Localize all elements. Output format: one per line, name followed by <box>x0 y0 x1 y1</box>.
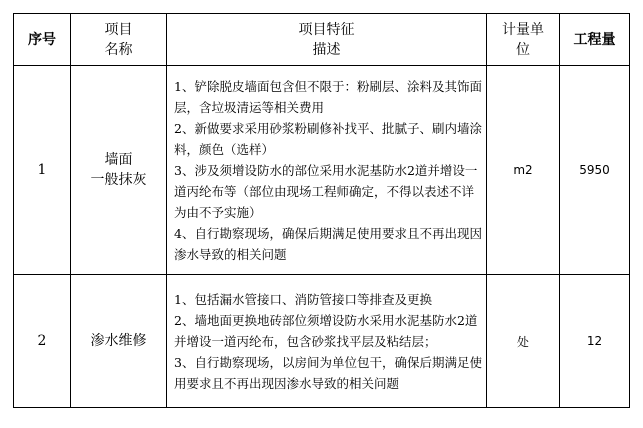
row-item-name <box>71 275 167 408</box>
row-item-name-line1: 墙面 <box>104 152 133 168</box>
row-item-name-line1: 渗水维修 <box>90 333 147 349</box>
header-quantity: 工程量 <box>560 14 630 66</box>
table-row <box>14 66 630 275</box>
row-item-name-line2: 一般抹灰 <box>90 172 147 188</box>
description-line: 1、铲除脱皮墙面包含但不限于：粉刷层、涂料及其饰面层，含垃圾清运等相关费用 <box>174 78 482 115</box>
row-item-name <box>71 66 167 275</box>
row-quantity: 5950 <box>560 66 630 275</box>
table-header-row <box>14 14 630 66</box>
header-item-features <box>167 14 487 66</box>
header-item-name <box>71 14 167 66</box>
description-line: 2、新做要求采用砂浆粉刷修补找平、批腻子、刷内墙涂料，颜色（选样） <box>174 120 482 157</box>
header-unit-line2: 位 <box>516 41 530 58</box>
header-item-name-line2: 名称 <box>104 41 133 58</box>
header-item-features-line1: 项目特征 <box>298 21 355 38</box>
header-seq: 序号 <box>14 14 71 66</box>
table-row <box>14 275 630 408</box>
header-item-features-line2: 描述 <box>312 41 341 58</box>
row-unit: m2 <box>487 66 560 275</box>
header-unit-line1: 计量单 <box>502 21 544 38</box>
row-unit: 处 <box>487 275 560 408</box>
row-seq: 2 <box>14 275 71 408</box>
bill-of-quantities-table <box>13 13 630 408</box>
description-line: 1、包括漏水管接口、消防管接口等排查及更换 <box>174 291 432 307</box>
row-seq: 1 <box>14 66 71 275</box>
description-line: 2、墙地面更换地砖部位须增设防水采用水泥基防水2道并增设一道丙纶布，包含砂浆找平层及粘结层； <box>174 312 478 349</box>
row-item-description <box>167 66 487 275</box>
row-quantity: 12 <box>560 275 630 408</box>
description-line: 3、涉及须增设防水的部位采用水泥基防水2道并增设一道丙纶布等（部位由现场工程师确定，不得以表述不详为由不予实施） <box>174 162 478 220</box>
header-unit <box>487 14 560 66</box>
row-item-description <box>167 275 487 408</box>
description-line: 4、自行勘察现场，确保后期满足使用要求且不再出现因渗水导致的相关问题 <box>174 225 482 262</box>
header-item-name-line1: 项目 <box>104 21 133 38</box>
description-line: 3、自行勘察现场，以房间为单位包干，确保后期满足使用要求且不再出现因渗水导致的相关问题 <box>174 354 482 391</box>
